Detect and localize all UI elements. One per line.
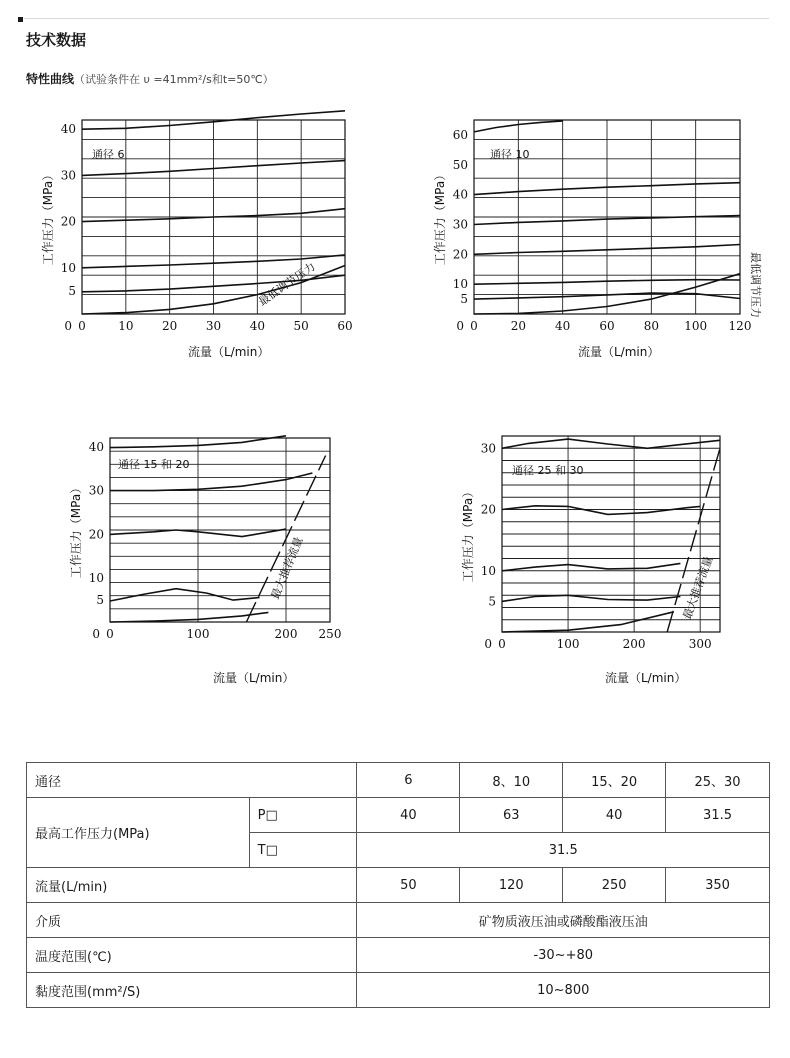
x-tick-label: 20 [510,319,526,333]
series-line [502,563,680,570]
y-tick-label: 50 [452,157,468,172]
y-tick-label: 10 [60,260,76,275]
table-cell: 31.5 [357,833,770,868]
x-tick-label: 60 [337,319,353,333]
series-line [110,473,312,491]
panel-label: 通径 10 [490,148,530,161]
series-line [502,506,700,515]
table-row [27,763,770,798]
y-tick-label: 0 [92,627,100,641]
y-axis-label: 工作压力（MPa） [461,485,475,583]
table-cell: 40 [563,798,666,833]
table-cell: 25、30 [666,763,770,798]
x-tick-label: 100 [684,319,708,333]
y-tick-label: 40 [452,187,468,202]
table-cell: 矿物质液压油或磷酸酯液压油 [357,903,770,938]
series-line [110,589,260,601]
row-label: 介质 [27,903,357,938]
panel-label: 通径 15 和 20 [118,458,190,471]
y-tick-label: 5 [460,292,468,307]
y-tick-label: 5 [96,593,104,608]
x-tick-label: 250 [318,627,342,641]
x-axis-label: 流量（L/min） [188,345,270,359]
series-line [502,595,680,601]
y-tick-label: 40 [60,122,76,137]
row-sublabel: T□ [249,833,357,868]
y-tick-label: 30 [60,168,76,183]
table-cell: 63 [460,798,563,833]
y-tick-label: 5 [68,283,76,298]
chart-panel-1 [82,111,345,314]
row-label: 通径 [27,763,357,798]
table-row [27,973,770,1008]
row-sublabel: P□ [249,798,357,833]
subtitle-condition: （试验条件在 υ =41mm²/s和t=50℃） [74,73,274,86]
y-tick-label: 0 [64,319,72,333]
y-tick-label: 20 [480,502,496,517]
table-row [27,938,770,973]
table-cell: 50 [357,868,460,903]
spec-table [26,762,770,1008]
x-tick-label: 0 [470,319,478,333]
x-tick-label: 10 [118,319,134,333]
table-cell: 31.5 [666,798,770,833]
panel-label: 通径 25 和 30 [512,464,584,477]
x-tick-label: 50 [293,319,309,333]
y-axis-label: 工作压力（MPa） [433,168,447,266]
x-tick-label: 0 [78,319,86,333]
y-tick-label: 10 [88,571,104,586]
y-tick-label: 30 [452,217,468,232]
table-cell: 250 [563,868,666,903]
curve-annotation: 最大推荐流量 [680,554,716,622]
y-axis-label: 工作压力（MPa） [41,168,55,266]
x-tick-label: 0 [106,627,114,641]
table-cell: -30~+80 [357,938,770,973]
table-cell: 120 [460,868,563,903]
x-tick-label: 40 [249,319,265,333]
y-tick-label: 40 [88,439,104,454]
curve-annotation: 最低调节压力 [256,259,318,309]
table-cell: 40 [357,798,460,833]
y-tick-label: 10 [452,277,468,292]
x-tick-label: 100 [556,637,580,651]
x-tick-label: 20 [162,319,178,333]
curve-annotation: 最低调节压力 [749,252,762,318]
curve-annotation: 最大推荐流量 [268,535,306,602]
table-cell: 6 [357,763,460,798]
x-axis-label: 流量（L/min） [605,671,687,685]
y-tick-label: 30 [480,441,496,456]
x-tick-label: 60 [599,319,615,333]
y-tick-label: 0 [484,637,492,651]
y-tick-label: 5 [488,594,496,609]
table-row [27,868,770,903]
row-label: 黏度范围(mm²/S) [27,973,357,1008]
table-cell: 10~800 [357,973,770,1008]
x-axis-label: 流量（L/min） [213,671,295,685]
y-tick-label: 20 [60,214,76,229]
x-tick-label: 40 [555,319,571,333]
row-label: 最高工作压力(MPa) [27,798,250,868]
table-cell: 15、20 [563,763,666,798]
row-label: 温度范围(℃) [27,938,357,973]
x-tick-label: 200 [622,637,646,651]
table-row [27,903,770,938]
y-tick-label: 60 [452,127,468,142]
table-cell: 350 [666,868,770,903]
x-tick-label: 300 [688,637,712,651]
y-tick-label: 30 [88,483,104,498]
series-line [502,612,674,632]
y-tick-label: 20 [88,527,104,542]
y-tick-label: 20 [452,247,468,262]
series-line [502,439,720,448]
row-label: 流量(L/min) [27,868,357,903]
series-line [110,612,268,622]
y-tick-label: 10 [480,563,496,578]
x-tick-label: 200 [274,627,298,641]
x-axis-label: 流量（L/min） [578,345,660,359]
y-tick-label: 0 [456,319,464,333]
x-tick-label: 30 [205,319,222,333]
y-axis-label: 工作压力（MPa） [69,481,83,579]
subtitle-main: 特性曲线 [26,72,75,86]
table-row [27,798,770,833]
x-tick-label: 100 [186,627,210,641]
x-tick-label: 120 [728,319,752,333]
table-cell: 8、10 [460,763,563,798]
x-tick-label: 80 [643,319,659,333]
section-title: 技术数据 [26,31,87,49]
x-tick-label: 0 [498,637,506,651]
panel-label: 通径 6 [92,148,125,161]
